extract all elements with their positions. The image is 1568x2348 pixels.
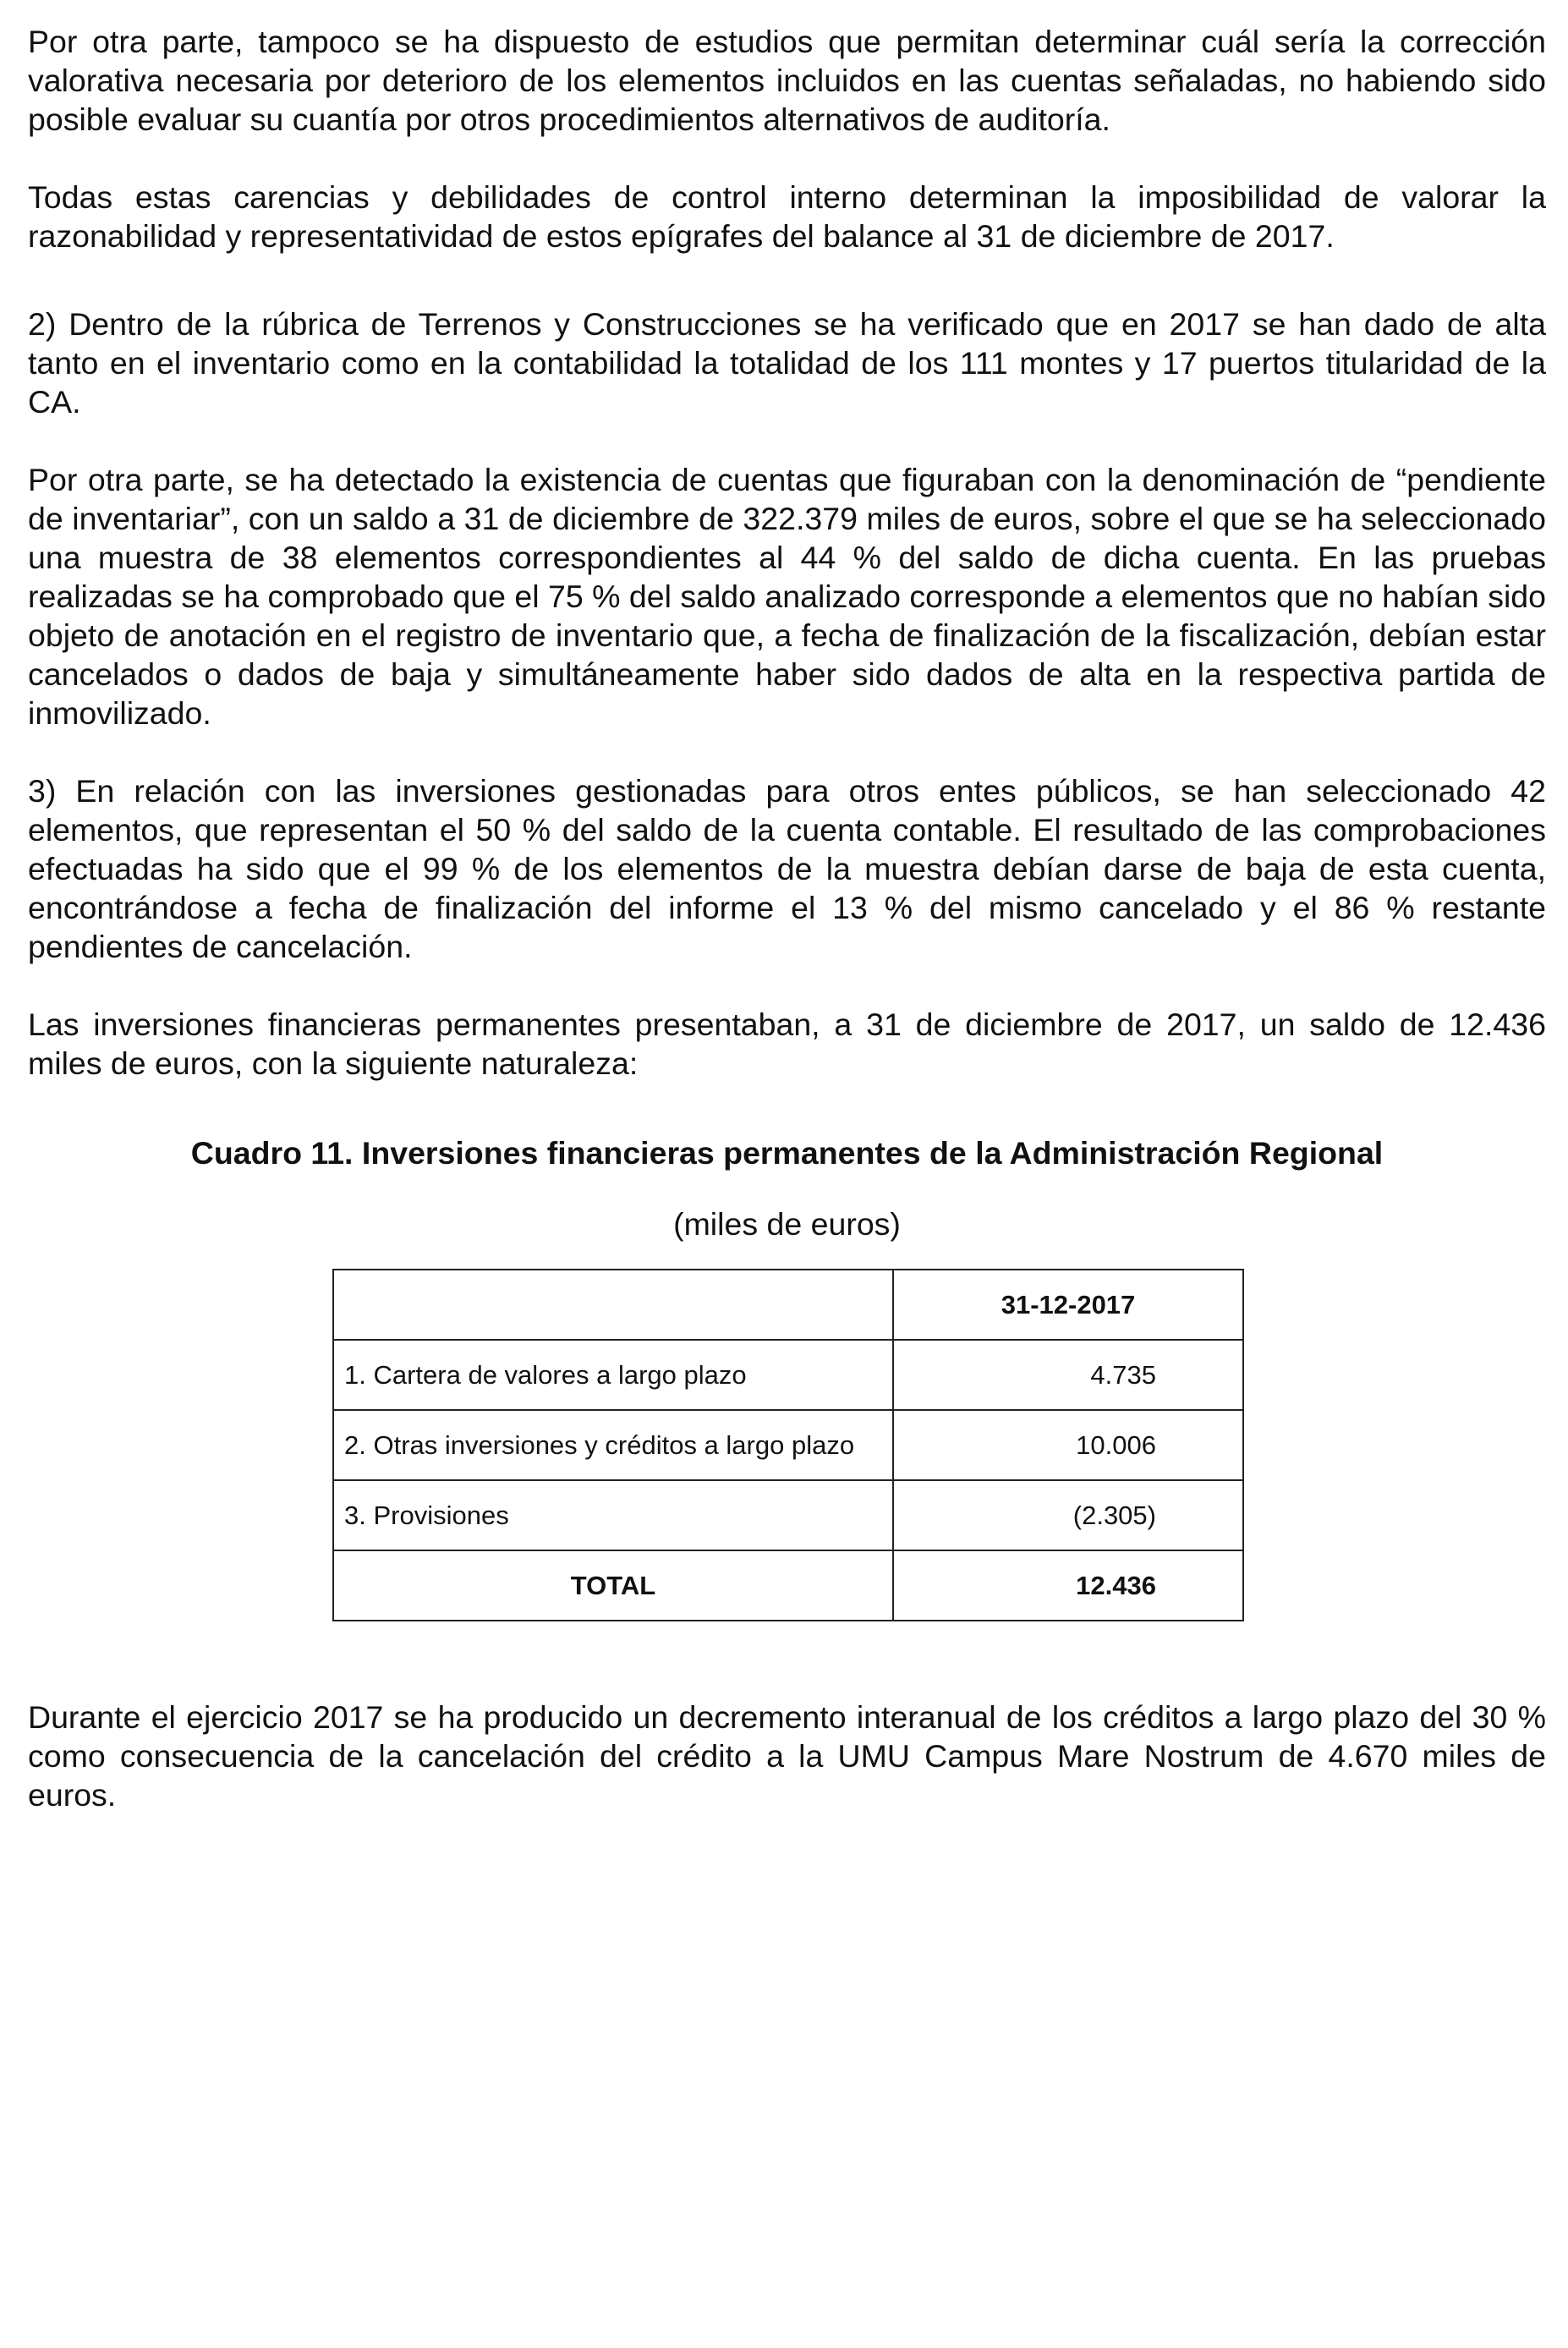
document-page [28,22,1546,1814]
paragraph-valuation-correction: Por otra parte, tampoco se ha dispuesto de estudios que permitan determinar cuál sería la corrección valorativa necesaria por deterioro de los elementos incluidos en las cuentas señaladas, no habiendo sido posible evaluar su cuantía por otros procedimientos alternativos de auditoría. [28,24,1546,137]
header-label-cell [333,1270,893,1340]
table-row [333,1410,1243,1480]
table-title: Cuadro 11. Inversiones financieras permanentes de la Administración Regional [190,1135,1384,1171]
table-row [333,1340,1243,1410]
header-date-cell: 31-12-2017 [893,1270,1243,1340]
financial-investments-table [332,1269,1244,1621]
table-row [333,1480,1243,1550]
total-value-cell: 12.436 [893,1550,1243,1621]
table-unit: (miles de euros) [673,1206,901,1242]
row-label-cell: 3. Provisiones [333,1480,893,1550]
table-header-row [333,1270,1243,1340]
paragraph-financial-investments-intro: Las inversiones financieras permanentes presentaban, a 31 de diciembre de 2017, un saldo de 12.436 miles de euros, con la siguiente naturaleza: [28,1007,1546,1081]
row-label-cell: 2. Otras inversiones y créditos a largo plazo [333,1410,893,1480]
table-total-row [333,1550,1243,1621]
row-label-cell: 1. Cartera de valores a largo plazo [333,1340,893,1410]
paragraph-internal-control: Todas estas carencias y debilidades de control interno determinan la imposibilidad de valorar la razonabilidad y representatividad de estos epígrafes del balance al 31 de diciembre de 2017. [28,179,1546,254]
paragraph-land-buildings: 2) Dentro de la rúbrica de Terrenos y Construcciones se ha verificado que en 2017 se han dado de alta tanto en el inventario como en la contabilidad la totalidad de los 111 montes y 17 puertos titularidad de la CA. [28,306,1546,420]
total-label-cell: TOTAL [333,1550,893,1621]
paragraph-pending-inventory: Por otra parte, se ha detectado la existencia de cuentas que figuraban con la denominación de “pendiente de inventariar”, con un saldo a 31 de diciembre de 322.379 miles de euros, sobre el que se ha seleccionado una muestra de 38 elementos correspondientes al 44 % del saldo de dicha cuenta. En las pruebas realizadas se ha comprobado que el 75 % del saldo analizado corresponde a elementos que no habían sido objeto de anotación en el registro de inventario que, a fecha de finalización de la fiscalización, debían estar cancelados o dados de baja y simultáneamente haber sido dados de alta en la respectiva partida de inmovilizado. [28,462,1546,731]
row-value-cell: 4.735 [893,1340,1243,1410]
table-container [28,1269,1546,1621]
row-value-cell: 10.006 [893,1410,1243,1480]
row-value-cell: (2.305) [893,1480,1243,1550]
paragraph-credit-decrease: Durante el ejercicio 2017 se ha producido un decremento interanual de los créditos a largo plazo del 30 % como consecuencia de la cancelación del crédito a la UMU Campus Mare Nostrum de 4.670 miles de euros. [28,1699,1546,1813]
paragraph-investments-other-entities: 3) En relación con las inversiones gestionadas para otros entes públicos, se han seleccionado 42 elementos, que representan el 50 % del saldo de la cuenta contable. El resultado de las comprobaciones efectuadas ha sido que el 99 % de los elementos de la muestra debían darse de baja de esta cuenta, encontrándose a fecha de finalización del informe el 13 % del mismo cancelado y el 86 % restante pendientes de cancelación. [28,773,1546,964]
